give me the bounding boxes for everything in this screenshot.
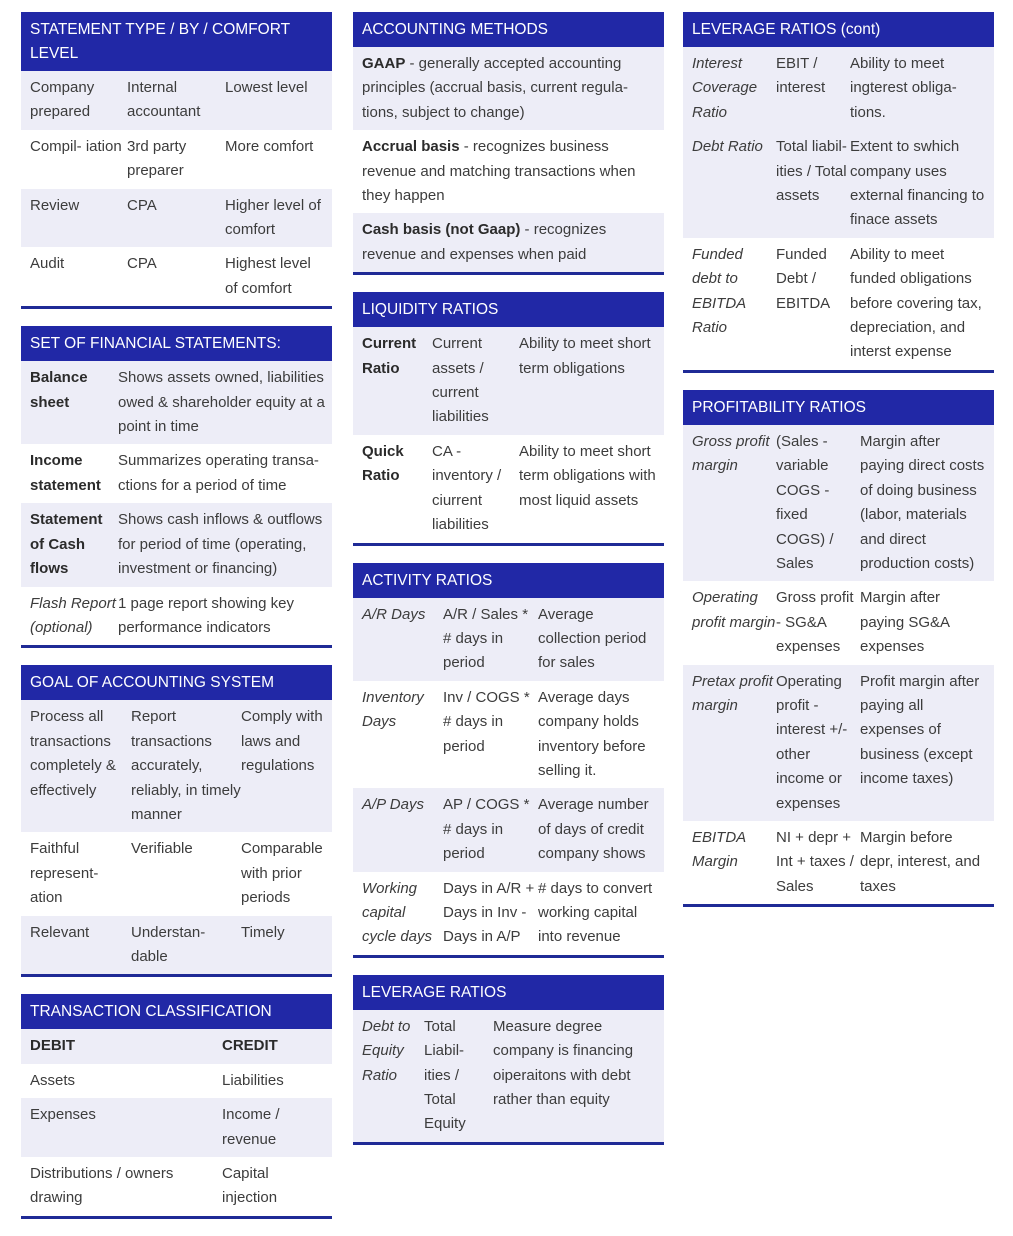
formula-cell: Total liabil- ities / Total assets bbox=[776, 138, 847, 205]
goal-accounting-section bbox=[21, 665, 332, 977]
table-row bbox=[353, 872, 664, 955]
definition-item bbox=[353, 47, 664, 130]
section-header: ACTIVITY RATIOS bbox=[353, 563, 664, 598]
table-row bbox=[683, 425, 994, 581]
description-cell: Average days company holds inventory before selling it. bbox=[538, 688, 646, 779]
formula-cell: NI + depr + Int + taxes / Sales bbox=[776, 828, 854, 895]
term-cell: Balance sheet bbox=[30, 369, 88, 411]
column-3 bbox=[683, 12, 994, 924]
description-cell: 1 page report showing key performance indicators bbox=[118, 594, 294, 636]
table-cell: CPA bbox=[127, 196, 157, 214]
term-cell: Interest Coverage Ratio bbox=[692, 55, 758, 121]
formula-cell: AP / COGS * # days in period bbox=[443, 796, 530, 863]
term-cell: A/R Days bbox=[362, 605, 426, 623]
term-cell: Funded debt to EBITDA Ratio bbox=[692, 245, 746, 337]
table-cell: Report transactions accurately, reliably, in timely manner bbox=[131, 708, 241, 823]
table-row bbox=[21, 444, 332, 503]
table-cell: Lowest level bbox=[225, 79, 308, 96]
table-cell: Audit bbox=[30, 255, 65, 273]
formula-cell: CA - inventory / ciurrent liabilities bbox=[432, 442, 502, 534]
term-cell: Debt to Equity Ratio bbox=[362, 1017, 411, 1084]
formula-cell: A/R / Sales * # days in period bbox=[443, 605, 529, 672]
table-cell: Capital injection bbox=[222, 1165, 278, 1207]
section-header: GOAL OF ACCOUNTING SYSTEM bbox=[21, 665, 332, 700]
table-cell: Highest level of comfort bbox=[225, 255, 311, 297]
table-cell: Process all transactions completely & effectively bbox=[30, 708, 116, 799]
section-header: LEVERAGE RATIOS bbox=[353, 975, 664, 1010]
table-cell: Comply with laws and regulations bbox=[241, 708, 323, 775]
financial-statements-section bbox=[21, 326, 332, 648]
section-header: STATEMENT TYPE / BY / COMFORT LEVEL bbox=[21, 12, 332, 71]
description-cell: Margin after paying SG&A expenses bbox=[860, 589, 950, 656]
table-cell: Relevant bbox=[30, 923, 90, 941]
table-row bbox=[21, 247, 332, 306]
table-cell: Internal accountant bbox=[127, 79, 201, 121]
table-cell: Assets bbox=[30, 1071, 76, 1089]
section-header: ACCOUNTING METHODS bbox=[353, 12, 664, 47]
table-row bbox=[353, 598, 664, 681]
table-row bbox=[353, 1010, 664, 1142]
section-header: TRANSACTION CLASSIFICATION bbox=[21, 994, 332, 1029]
formula-cell: Current assets / current liabilities bbox=[432, 335, 489, 426]
table-row bbox=[21, 361, 332, 444]
table-row bbox=[21, 130, 332, 189]
section-header: LEVERAGE RATIOS (cont) bbox=[683, 12, 994, 47]
table-row bbox=[21, 1064, 332, 1098]
column-2 bbox=[353, 12, 664, 1162]
section-header: SET OF FINANCIAL STATEMENTS: bbox=[21, 326, 332, 361]
term-cell: Current Ratio bbox=[362, 335, 417, 377]
leverage-ratios-cont-section bbox=[683, 12, 994, 373]
statement-type-section bbox=[21, 12, 332, 309]
section-header: PROFITABILITY RATIOS bbox=[683, 390, 994, 425]
table-cell: Comparable with prior periods bbox=[241, 840, 323, 907]
formula-cell: Funded Debt / EBITDA bbox=[776, 245, 831, 312]
liquidity-ratios-section bbox=[353, 292, 664, 545]
transaction-classification-section bbox=[21, 994, 332, 1218]
term-cell: Debt Ratio bbox=[692, 138, 763, 156]
table-row bbox=[21, 587, 332, 646]
table-row bbox=[683, 238, 994, 370]
table-row bbox=[21, 832, 332, 915]
term-cell: Gross profit margin bbox=[692, 432, 770, 475]
term-cell: A/P Days bbox=[362, 796, 424, 814]
table-cell: Verifiable bbox=[131, 840, 193, 858]
table-cell: Timely bbox=[241, 923, 285, 941]
table-row bbox=[21, 1098, 332, 1157]
term-label: Cash basis (not Gaap) bbox=[362, 221, 521, 239]
table-row bbox=[683, 47, 994, 130]
term-cell: Pretax profit margin bbox=[692, 672, 773, 714]
definition-item bbox=[353, 130, 664, 213]
leverage-ratios-section bbox=[353, 975, 664, 1145]
table-row bbox=[683, 821, 994, 904]
column-1 bbox=[21, 12, 332, 1236]
formula-cell: Operating profit - interest +/- other income or expenses bbox=[776, 672, 848, 812]
table-row bbox=[353, 435, 664, 543]
term-label: GAAP bbox=[362, 55, 406, 72]
term-cell: Income statement bbox=[30, 452, 101, 494]
formula-cell: (Sales - variable COGS - fixed COGS) / Sales bbox=[776, 432, 834, 572]
table-cell: Distributions / owners drawing bbox=[30, 1165, 174, 1207]
table-row bbox=[21, 916, 332, 975]
term-cell: Inventory Days bbox=[362, 688, 424, 731]
description-cell: Margin before depr, interest, and taxes bbox=[860, 828, 981, 895]
activity-ratios-section bbox=[353, 563, 664, 958]
table-cell: Expenses bbox=[30, 1106, 96, 1124]
table-row bbox=[353, 327, 664, 435]
formula-cell: Days in A/R + Days in Inv - Days in A/P bbox=[443, 879, 535, 946]
description-cell: Profit margin after paying all expenses of business (except income taxes) bbox=[860, 672, 980, 788]
description-cell: Ability to meet ingterest obliga- tions. bbox=[850, 55, 957, 121]
definition-item bbox=[353, 213, 664, 272]
definition-text: - generally accepted accounting principles (accrual basis, current regula- tions, subject to change) bbox=[362, 55, 628, 121]
table-row bbox=[21, 503, 332, 586]
table-row bbox=[353, 681, 664, 789]
formula-cell: Total Liabil- ities / Total Equity bbox=[424, 1017, 466, 1133]
term-cell: EBITDA Margin bbox=[692, 828, 746, 871]
table-row bbox=[21, 71, 332, 130]
description-cell: Extent to swhich company uses external financing to finace assets bbox=[850, 138, 985, 229]
description-cell: Average number of days of credit company shows bbox=[538, 796, 649, 863]
accounting-methods-section bbox=[353, 12, 664, 275]
table-cell: Company prepared bbox=[30, 79, 95, 121]
column-header: DEBIT bbox=[30, 1037, 75, 1055]
table-row bbox=[683, 665, 994, 821]
table-cell: More comfort bbox=[225, 137, 314, 155]
formula-cell: EBIT / interest bbox=[776, 55, 826, 97]
table-cell: 3rd party preparer bbox=[127, 137, 187, 180]
term-cell: Operating profit margin bbox=[692, 589, 776, 631]
formula-cell: Gross profit - SG&A expenses bbox=[776, 589, 854, 656]
term-cell: Working capital cycle days bbox=[362, 879, 433, 946]
description-cell: # days to convert working capital into revenue bbox=[538, 879, 653, 946]
formula-cell: Inv / COGS * # days in period bbox=[443, 688, 530, 755]
table-row bbox=[683, 581, 994, 664]
section-header: LIQUIDITY RATIOS bbox=[353, 292, 664, 327]
term-cell: Statement of Cash flows bbox=[30, 511, 103, 578]
description-cell: Ability to meet short term obligations with most liquid assets bbox=[519, 442, 656, 509]
term-label: Accrual basis bbox=[362, 138, 460, 156]
table-cell: Understan- dable bbox=[131, 923, 206, 965]
table-cell: Liabilities bbox=[222, 1071, 284, 1089]
definition-text: - recognizes business revenue and matching transactions when they happen bbox=[362, 138, 636, 205]
table-cell: Faithful represent- ation bbox=[30, 840, 99, 907]
column-header: CREDIT bbox=[222, 1037, 278, 1055]
term-cell: Flash Report (optional) bbox=[30, 594, 116, 636]
description-cell: Margin after paying direct costs of doing business (labor, materials and direct production costs) bbox=[860, 432, 985, 572]
table-row bbox=[21, 1157, 332, 1216]
table-row bbox=[353, 788, 664, 871]
table-cell: Compil- iation bbox=[30, 137, 122, 155]
profitability-ratios-section bbox=[683, 390, 994, 907]
table-cell: Higher level of comfort bbox=[225, 196, 321, 239]
table-cell: CPA bbox=[127, 255, 157, 273]
description-cell: Measure degree company is financing oiperaitons with debt rather than equity bbox=[493, 1017, 634, 1108]
table-cell: Income / revenue bbox=[222, 1106, 280, 1148]
table-row bbox=[683, 130, 994, 238]
table-cell: Review bbox=[30, 196, 80, 214]
term-cell: Quick Ratio bbox=[362, 442, 404, 485]
table-header-row bbox=[21, 1029, 332, 1063]
description-cell: Summarizes operating transa- ctions for a period of time bbox=[118, 452, 319, 494]
description-cell: Ability to meet funded obligations before covering tax, depreciation, and interst expense bbox=[850, 245, 982, 361]
description-cell: Shows cash inflows & outflows for period of time (operating, investment or financing) bbox=[118, 511, 323, 578]
description-cell: Shows assets owned, liabilities owed & shareholder equity at a point in time bbox=[118, 369, 325, 436]
definition-text: - recognizes revenue and expenses when paid bbox=[362, 221, 607, 263]
description-cell: Average collection period for sales bbox=[538, 605, 647, 672]
table-row bbox=[21, 700, 332, 832]
table-row bbox=[21, 189, 332, 248]
description-cell: Ability to meet short term obligations bbox=[519, 335, 651, 377]
